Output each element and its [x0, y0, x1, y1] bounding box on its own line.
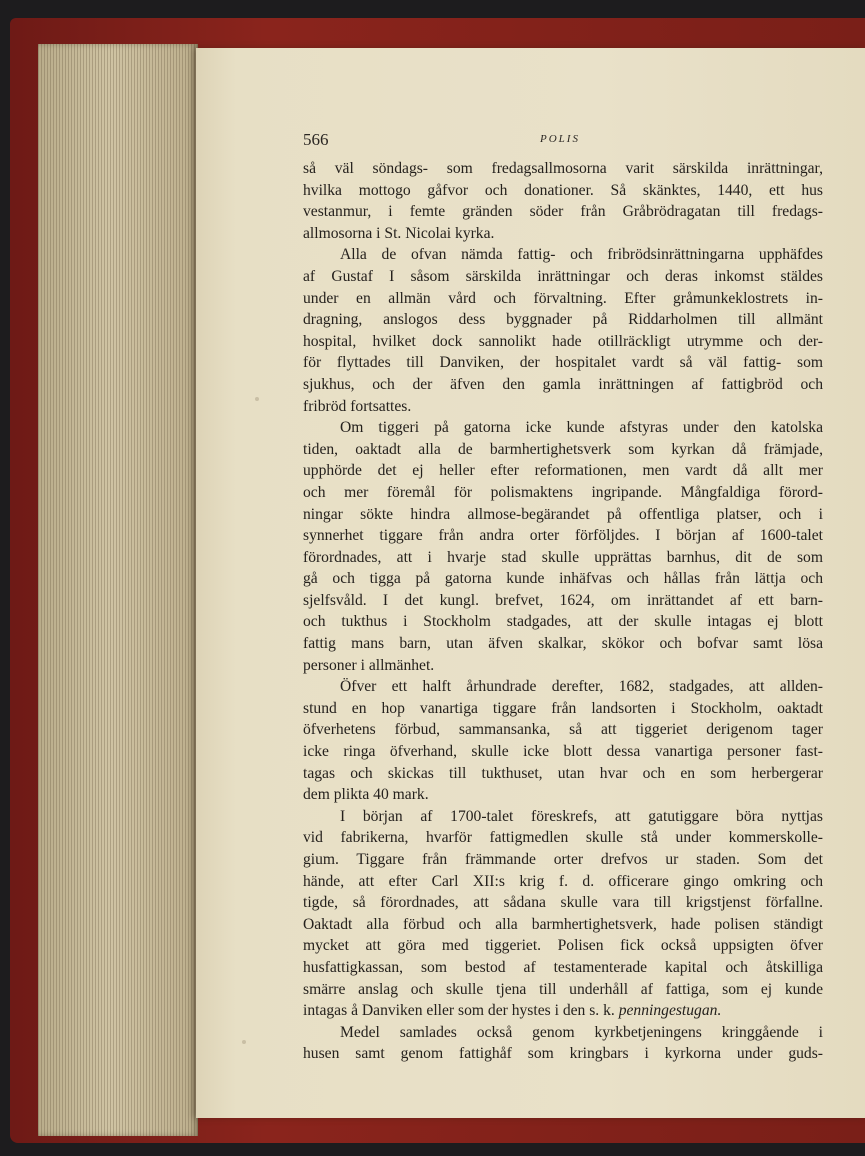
text-line: Om tiggeri på gatorna icke kunde afstyras under den katolska [340, 419, 823, 437]
text-line: öfverhetens förbud, sammansanka, så att tiggeriet derigenom tager [303, 721, 823, 739]
text-line: upphörde det ej heller efter reformationen, men vardt då allt mer [303, 462, 823, 480]
text-line: fattig mans barn, utan äfven skalkar, skökor och bofvar samt lösa [303, 635, 823, 653]
text-line: personer i allmänhet. [303, 656, 435, 674]
text-line: I början af 1700-talet föreskrefs, att gatutiggare böra nyttjas [340, 807, 823, 825]
running-title: POLIS [540, 133, 580, 145]
text-line: Alla de ofvan nämda fattig- och fribrödsinrättningarna upphäfdes [340, 246, 823, 264]
text-line: tigde, så förordnades, att sådana skulle vara till krigstjenst förfallne. [303, 894, 823, 912]
text-line: hände, att efter Carl XII:s krig f. d. officerare gingo omkring och [303, 872, 823, 890]
text-line: icke ringa öfverhand, skulle icke blott dessa vanartiga personer fast- [303, 743, 823, 761]
paper-speck [242, 1040, 246, 1044]
text-line: vestanmur, i femte gränden söder från Gråbrödragatan till fredags- [303, 203, 823, 221]
text-line: sjukhus, och der äfven den gamla inrättningen af fattigbröd och [303, 375, 823, 393]
text-line: husfattigkassan, som bestod af testamenterade kapital och åtskilliga [303, 958, 823, 976]
page-number: 566 [303, 130, 329, 149]
text-line: allmosorna i St. Nicolai kyrka. [303, 224, 495, 242]
text-line: förordnades, att i hvarje stad skulle upprättas barnhus, dit de som [303, 548, 823, 566]
text-line: sjelfsvåld. I det kungl. brefvet, 1624, om inrättandet af ett barn- [303, 591, 823, 609]
text-line: tagas och skickas till tukthuset, utan hvar och en som herbergerar [303, 764, 823, 782]
text-line: af Gustaf I såsom särskilda inrättningar och deras inkomst stäldes [303, 267, 823, 285]
text-line: stund en hop vanartiga tiggare från landsorten i Stockholm, oaktadt [303, 699, 823, 717]
body-text [303, 158, 823, 1065]
text-line: tiden, oaktadt alla de barmhertighetsverk som kyrkan då främjade, [303, 440, 823, 458]
text-line: dem plikta 40 mark. [303, 786, 429, 804]
text-line: ningar sökte hindra allmose-begärandet på offentliga platser, och i [303, 505, 823, 523]
text-line: dragning, anslogos dess byggnader på Riddarholmen till allmänt [303, 311, 823, 329]
text-line: mycket att göra med tiggeriet. Polisen fick också uppsigten öfver [303, 937, 823, 955]
text-line: så väl söndags- som fredagsallmosorna varit särskilda inrättningar, [303, 160, 823, 177]
text-line [303, 1000, 823, 1022]
page-edges [38, 44, 198, 1136]
text-line: gium. Tiggare från främmande orter drefvos ur staden. Som det [303, 851, 823, 868]
text-run: intagas å Danviken eller som der hystes i den s. k. [303, 1002, 619, 1020]
text-line: för flyttades till Danviken, der hospitalet vardt så väl fattig- som [303, 354, 823, 372]
text-line: och mer föremål för polismaktens ingripande. Mångfaldiga förord- [303, 483, 823, 501]
text-line: och tukthus i Stockholm stadgades, att der skulle intagas ej blott [303, 613, 823, 631]
text-line: hvilka mottogo gåfvor och donationer. Så skänktes, 1440, ett hus [303, 181, 823, 199]
text-line: synnerhet tiggare från andra orter förföljdes. I början af 1600-talet [303, 527, 823, 545]
text-line: under en allmän vård och förvaltning. Efter gråmunkeklostrets in- [303, 289, 823, 307]
text-line: hospital, hvilket dock sannolikt hade otillräckligt utrymme och der- [303, 332, 823, 350]
text-line: Oaktadt alla förbud och alla barmhertighetsverk, hade polisen ständigt [303, 915, 823, 933]
text-line: fribröd fortsattes. [303, 397, 412, 415]
text-line: vid fabrikerna, hvarför fattigmedlen skulle stå under kommerskolle- [303, 829, 823, 847]
italic-term: penningestugan. [618, 1002, 722, 1020]
text-line: husen samt genom fattighåf som kringbars i kyrkorna under guds- [303, 1045, 823, 1063]
text-line: Medel samlades också genom kyrkbetjeningens kringgående i [340, 1023, 823, 1041]
page-header [303, 130, 823, 154]
paper-speck [255, 397, 259, 401]
text-line: smärre anslag och skulle tjena till underhåll af fattiga, som ej kunde [303, 980, 823, 998]
text-line: gå och tigga på gatorna kunde inhäfvas och hållas från lättja och [303, 570, 823, 588]
text-line: Öfver ett halft århundrade derefter, 1682, stadgades, att allden- [340, 678, 823, 696]
